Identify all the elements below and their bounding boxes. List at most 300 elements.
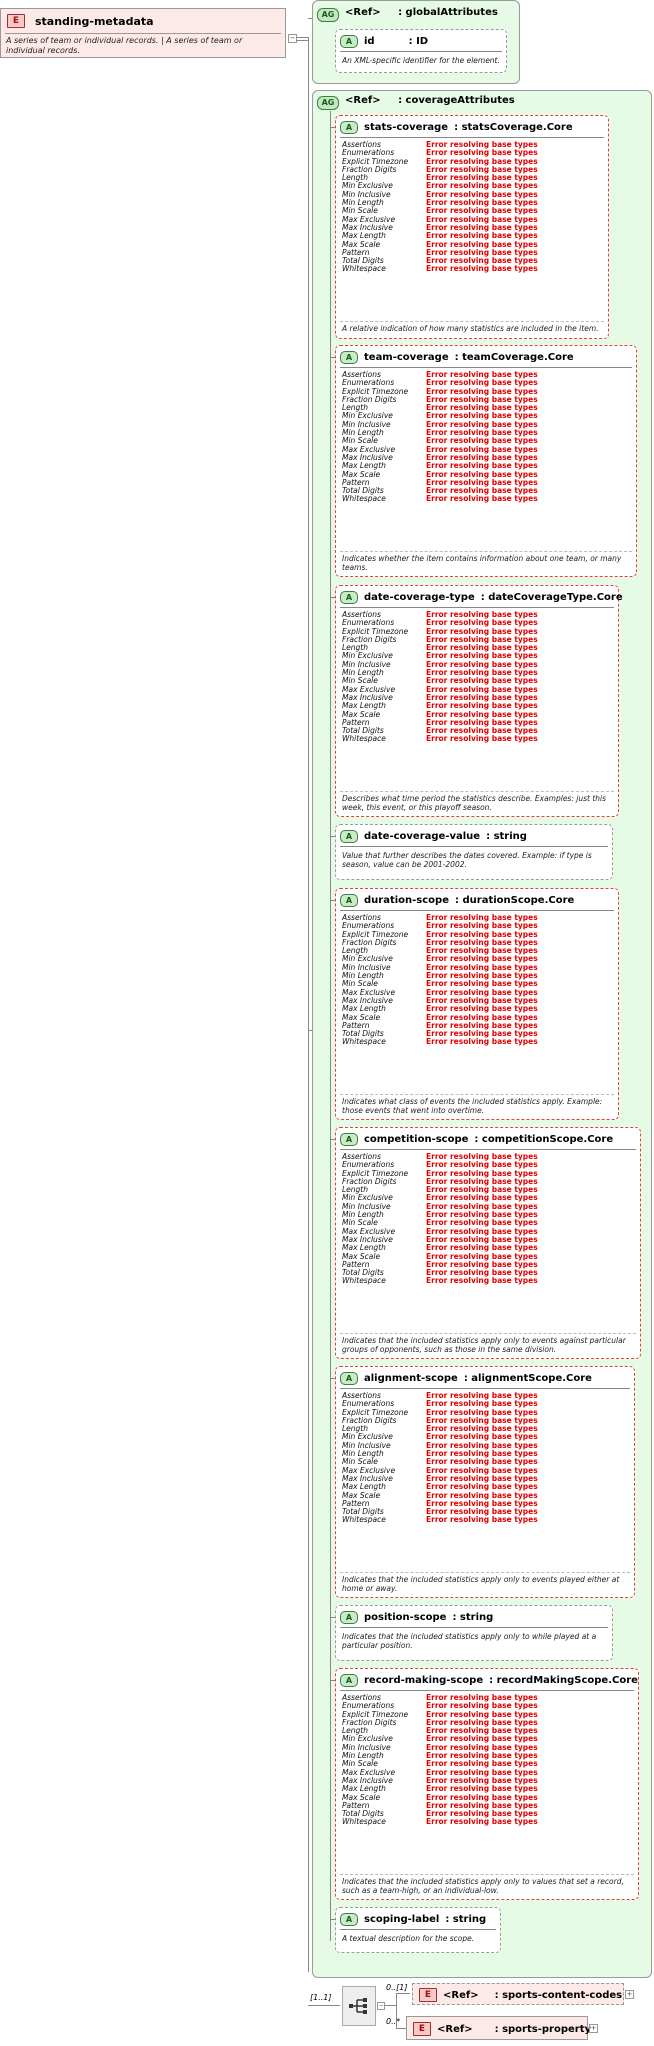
attribute-name: date-coverage-type bbox=[364, 591, 475, 603]
facet-label: Explicit Timezone bbox=[342, 1407, 409, 1417]
facet-label: Min Inclusive bbox=[342, 659, 391, 669]
facet-label: Max Scale bbox=[342, 1490, 381, 1500]
facet-label: Whitespace bbox=[342, 734, 386, 744]
sequence-multiplicity: [1..1] bbox=[310, 1993, 332, 2002]
attribute-name: position-scope bbox=[364, 1611, 447, 1623]
facet-error: Error resolving base types bbox=[426, 684, 538, 694]
facet-label: Min Exclusive bbox=[342, 1734, 393, 1744]
facet-label: Min Scale bbox=[342, 1457, 378, 1467]
facet-label: Fraction Digits bbox=[342, 394, 397, 404]
attribute-type: : dateCoverageType.Core bbox=[480, 591, 623, 603]
attribute-badge-icon: A bbox=[340, 894, 358, 907]
child-multiplicity: 0..* bbox=[386, 2017, 401, 2026]
facet-label: Pattern bbox=[342, 1020, 370, 1030]
attribute-id-box[interactable] bbox=[335, 29, 507, 73]
facet-label: Whitespace bbox=[342, 494, 386, 504]
facet-error: Error resolving base types bbox=[426, 995, 538, 1005]
child-expand-icon[interactable]: + bbox=[590, 2024, 597, 2032]
facet-error: Error resolving base types bbox=[426, 610, 538, 619]
facet-label: Min Inclusive bbox=[342, 1440, 391, 1450]
facet-label: Max Length bbox=[342, 1784, 386, 1794]
global-ref-label: <Ref> bbox=[345, 7, 381, 18]
facet-error: Error resolving base types bbox=[426, 1693, 538, 1702]
attribute-badge-icon: A bbox=[340, 1133, 358, 1146]
facet-label: Total Digits bbox=[342, 1029, 384, 1039]
facet-error: Error resolving base types bbox=[426, 954, 538, 964]
facet-error: Error resolving base types bbox=[426, 264, 538, 274]
facet-label: Total Digits bbox=[342, 486, 384, 496]
facet-error: Error resolving base types bbox=[426, 701, 538, 711]
facet-error: Error resolving base types bbox=[426, 444, 538, 454]
facet-label: Total Digits bbox=[342, 256, 384, 266]
attribute-stats-coverage-box[interactable] bbox=[335, 115, 609, 339]
sequence-expand-icon[interactable]: − bbox=[378, 2002, 384, 2009]
facet-label: Pattern bbox=[342, 1498, 370, 1508]
element-badge-icon: E bbox=[7, 14, 25, 28]
facet-error: Error resolving base types bbox=[426, 1004, 538, 1014]
attribute-badge-icon: A bbox=[340, 121, 358, 134]
attribute-date-coverage-value-box[interactable] bbox=[335, 824, 613, 880]
child-element-sports-property[interactable] bbox=[406, 2016, 591, 2040]
attribute-badge-icon: A bbox=[340, 1611, 358, 1624]
facet-error: Error resolving base types bbox=[426, 239, 538, 249]
facet-error: Error resolving base types bbox=[426, 156, 538, 166]
facet-error: Error resolving base types bbox=[426, 222, 538, 232]
facet-error: Error resolving base types bbox=[426, 921, 538, 931]
child-expand-icon[interactable]: + bbox=[626, 1990, 633, 1998]
facet-label: Min Inclusive bbox=[342, 419, 391, 429]
facet-label: Pattern bbox=[342, 1259, 370, 1269]
facet-table bbox=[342, 914, 538, 1047]
facet-label: Max Inclusive bbox=[342, 1473, 393, 1483]
facet-error: Error resolving base types bbox=[426, 946, 538, 956]
facet-error: Error resolving base types bbox=[426, 370, 538, 379]
facet-label: Max Exclusive bbox=[342, 1767, 396, 1777]
facet-label: Explicit Timezone bbox=[342, 1709, 409, 1719]
facet-label: Max Inclusive bbox=[342, 692, 393, 702]
facet-error: Error resolving base types bbox=[426, 206, 538, 216]
attribute-type: : teamCoverage.Core bbox=[454, 351, 574, 363]
attribute-name: alignment-scope bbox=[364, 1372, 458, 1384]
coverage-ref-label: <Ref> bbox=[345, 95, 381, 106]
child-ref-label: <Ref> bbox=[437, 2023, 473, 2035]
facet-error: Error resolving base types bbox=[426, 1507, 538, 1517]
facet-label: Min Length bbox=[342, 1449, 384, 1459]
facet-error: Error resolving base types bbox=[426, 1440, 538, 1450]
attribute-scoping-label-box[interactable] bbox=[335, 1907, 501, 1953]
facet-label: Max Scale bbox=[342, 469, 381, 479]
global-attributes-group[interactable] bbox=[312, 0, 520, 84]
facet-label: Explicit Timezone bbox=[342, 626, 409, 636]
facet-label: Max Length bbox=[342, 1243, 386, 1253]
facet-error: Error resolving base types bbox=[426, 231, 538, 241]
facet-label: Length bbox=[342, 643, 369, 653]
attribute-badge-icon: A bbox=[340, 591, 358, 604]
attribute-type: : ID bbox=[408, 35, 429, 47]
facet-error: Error resolving base types bbox=[426, 1020, 538, 1030]
facet-error: Error resolving base types bbox=[426, 1424, 538, 1434]
facet-label: Min Exclusive bbox=[342, 411, 393, 421]
attribute-type: : durationScope.Core bbox=[455, 894, 575, 906]
connector-line bbox=[308, 2005, 340, 2006]
facet-label: Min Exclusive bbox=[342, 954, 393, 964]
facet-label: Whitespace bbox=[342, 1515, 386, 1525]
facet-error: Error resolving base types bbox=[426, 1775, 538, 1785]
facet-error: Error resolving base types bbox=[426, 1717, 538, 1727]
facet-label: Max Inclusive bbox=[342, 452, 393, 462]
facet-error: Error resolving base types bbox=[426, 461, 538, 471]
facet-label: Max Exclusive bbox=[342, 214, 396, 224]
facet-table bbox=[342, 1153, 538, 1286]
facet-row bbox=[342, 1277, 538, 1285]
facet-error: Error resolving base types bbox=[426, 1792, 538, 1802]
facet-error: Error resolving base types bbox=[426, 626, 538, 636]
facet-label: Enumerations bbox=[342, 378, 395, 388]
facet-error: Error resolving base types bbox=[426, 1176, 538, 1186]
facet-label: Enumerations bbox=[342, 148, 395, 158]
facet-label: Max Inclusive bbox=[342, 1775, 393, 1785]
facet-label: Assertions bbox=[342, 610, 381, 619]
facet-label: Explicit Timezone bbox=[342, 1168, 409, 1178]
facet-error: Error resolving base types bbox=[426, 676, 538, 686]
facet-label: Min Exclusive bbox=[342, 1193, 393, 1203]
attribute-badge-icon: A bbox=[340, 351, 358, 364]
facet-label: Whitespace bbox=[342, 1037, 386, 1047]
facet-label: Assertions bbox=[342, 1391, 381, 1400]
facet-error: Error resolving base types bbox=[426, 1201, 538, 1211]
facet-error: Error resolving base types bbox=[426, 1465, 538, 1475]
facet-error: Error resolving base types bbox=[426, 1734, 538, 1744]
facet-label: Min Inclusive bbox=[342, 1201, 391, 1211]
facet-error: Error resolving base types bbox=[426, 962, 538, 972]
facet-error: Error resolving base types bbox=[426, 1259, 538, 1269]
facet-error: Error resolving base types bbox=[426, 1391, 538, 1400]
facet-label: Max Length bbox=[342, 231, 386, 241]
facet-table bbox=[342, 371, 538, 504]
sequence-compositor[interactable] bbox=[342, 1986, 376, 2026]
attribute-type: : alignmentScope.Core bbox=[463, 1372, 592, 1384]
facet-label: Enumerations bbox=[342, 1399, 395, 1409]
attribute-name: scoping-label bbox=[364, 1913, 440, 1925]
facet-label: Max Scale bbox=[342, 1792, 381, 1802]
facet-error: Error resolving base types bbox=[426, 692, 538, 702]
facet-label: Min Length bbox=[342, 668, 384, 678]
facet-error: Error resolving base types bbox=[426, 709, 538, 719]
facet-error: Error resolving base types bbox=[426, 971, 538, 981]
facet-error: Error resolving base types bbox=[426, 164, 538, 174]
facet-label: Max Length bbox=[342, 1482, 386, 1492]
facet-error: Error resolving base types bbox=[426, 1226, 538, 1236]
attribute-group-badge-icon: AG bbox=[317, 8, 339, 22]
facet-label: Explicit Timezone bbox=[342, 156, 409, 166]
facet-error: Error resolving base types bbox=[426, 1399, 538, 1409]
root-element-box[interactable] bbox=[0, 8, 286, 58]
facet-label: Max Scale bbox=[342, 709, 381, 719]
facet-error: Error resolving base types bbox=[426, 1152, 538, 1161]
facet-error: Error resolving base types bbox=[426, 1784, 538, 1794]
facet-error: Error resolving base types bbox=[426, 618, 538, 628]
root-element-name: standing-metadata bbox=[35, 14, 154, 28]
attribute-name: id bbox=[364, 35, 375, 47]
connector-line bbox=[296, 40, 308, 41]
facet-label: Min Exclusive bbox=[342, 651, 393, 661]
facet-error: Error resolving base types bbox=[426, 1490, 538, 1500]
attribute-type: : recordMakingScope.Core bbox=[489, 1674, 638, 1686]
attribute-badge-icon: A bbox=[340, 1674, 358, 1687]
facet-error: Error resolving base types bbox=[426, 1751, 538, 1761]
facet-label: Whitespace bbox=[342, 1817, 386, 1827]
facet-error: Error resolving base types bbox=[426, 1759, 538, 1769]
attribute-name: date-coverage-value bbox=[364, 830, 481, 842]
attribute-competition-scope-box[interactable] bbox=[335, 1127, 641, 1359]
attribute-badge-icon: A bbox=[340, 35, 358, 48]
child-element-name: : sports-content-codes bbox=[494, 1989, 623, 2001]
facet-error: Error resolving base types bbox=[426, 1193, 538, 1203]
facet-error: Error resolving base types bbox=[426, 1473, 538, 1483]
facet-label: Explicit Timezone bbox=[342, 386, 409, 396]
connector-line bbox=[396, 2028, 406, 2029]
facet-label: Min Scale bbox=[342, 436, 378, 446]
facet-label: Assertions bbox=[342, 913, 381, 922]
root-element-doc: A series of team or individual records. | A series of team or individual records. bbox=[6, 36, 243, 55]
facet-error: Error resolving base types bbox=[426, 1800, 538, 1810]
attribute-team-coverage-box[interactable] bbox=[335, 345, 637, 577]
facet-label: Length bbox=[342, 1726, 369, 1736]
facet-error: Error resolving base types bbox=[426, 1243, 538, 1253]
facet-label: Total Digits bbox=[342, 1507, 384, 1517]
facet-table bbox=[342, 1392, 538, 1525]
facet-error: Error resolving base types bbox=[426, 1498, 538, 1508]
facet-label: Explicit Timezone bbox=[342, 929, 409, 939]
facet-error: Error resolving base types bbox=[426, 987, 538, 997]
facet-error: Error resolving base types bbox=[426, 1029, 538, 1039]
facet-error: Error resolving base types bbox=[426, 1210, 538, 1220]
attribute-doc: Indicates that the included statistics apply only to values that set a record, such as a team-high, or an individual-low. bbox=[342, 1877, 624, 1895]
facet-error: Error resolving base types bbox=[426, 659, 538, 669]
facet-label: Pattern bbox=[342, 1800, 370, 1810]
facet-error: Error resolving base types bbox=[426, 394, 538, 404]
attribute-name: competition-scope bbox=[364, 1133, 469, 1145]
facet-error: Error resolving base types bbox=[426, 1234, 538, 1244]
facet-label: Max Exclusive bbox=[342, 1226, 396, 1236]
facet-label: Enumerations bbox=[342, 1160, 395, 1170]
attribute-position-scope-box[interactable] bbox=[335, 1605, 613, 1661]
attribute-record-making-scope-box[interactable] bbox=[335, 1668, 639, 1900]
attribute-type: : string bbox=[452, 1611, 494, 1623]
facet-error: Error resolving base types bbox=[426, 1701, 538, 1711]
attribute-alignment-scope-box[interactable] bbox=[335, 1366, 635, 1598]
facet-error: Error resolving base types bbox=[426, 181, 538, 191]
child-multiplicity: 0..[1] bbox=[386, 1983, 408, 1992]
facet-label: Max Exclusive bbox=[342, 1465, 396, 1475]
attribute-doc: Indicates whether the item contains information about one team, or many teams. bbox=[342, 554, 622, 572]
facet-label: Length bbox=[342, 1185, 369, 1195]
facet-error: Error resolving base types bbox=[426, 1012, 538, 1022]
attribute-badge-icon: A bbox=[340, 830, 358, 843]
connector-line bbox=[296, 37, 308, 38]
attribute-name: stats-coverage bbox=[364, 121, 449, 133]
facet-label: Fraction Digits bbox=[342, 164, 397, 174]
facet-table bbox=[342, 141, 538, 274]
facet-error: Error resolving base types bbox=[426, 1185, 538, 1195]
attribute-group-badge-icon: AG bbox=[317, 96, 339, 110]
facet-label: Min Scale bbox=[342, 1759, 378, 1769]
connector-line bbox=[384, 2005, 396, 2006]
facet-error: Error resolving base types bbox=[426, 428, 538, 438]
facet-label: Max Scale bbox=[342, 1012, 381, 1022]
facet-label: Min Scale bbox=[342, 676, 378, 686]
facet-error: Error resolving base types bbox=[426, 1449, 538, 1459]
facet-error: Error resolving base types bbox=[426, 668, 538, 678]
facet-error: Error resolving base types bbox=[426, 419, 538, 429]
facet-label: Min Inclusive bbox=[342, 962, 391, 972]
facet-error: Error resolving base types bbox=[426, 726, 538, 736]
facet-label: Length bbox=[342, 946, 369, 956]
facet-error: Error resolving base types bbox=[426, 929, 538, 939]
attribute-doc: Indicates that the included statistics apply only to events against particular groups of opponents, such as those in the same division. bbox=[342, 1336, 626, 1354]
attribute-name: duration-scope bbox=[364, 894, 449, 906]
facet-label: Min Inclusive bbox=[342, 1742, 391, 1752]
facet-label: Assertions bbox=[342, 140, 381, 149]
attribute-duration-scope-box[interactable] bbox=[335, 888, 619, 1120]
element-badge-icon: E bbox=[419, 1988, 437, 2002]
facet-label: Pattern bbox=[342, 477, 370, 487]
facet-label: Enumerations bbox=[342, 1701, 395, 1711]
facet-error: Error resolving base types bbox=[426, 1168, 538, 1178]
connector-line bbox=[308, 37, 309, 1972]
facet-error: Error resolving base types bbox=[426, 403, 538, 413]
facet-label: Enumerations bbox=[342, 618, 395, 628]
facet-error: Error resolving base types bbox=[426, 436, 538, 446]
facet-error: Error resolving base types bbox=[426, 247, 538, 257]
facet-error: Error resolving base types bbox=[426, 913, 538, 922]
facet-label: Fraction Digits bbox=[342, 634, 397, 644]
facet-label: Total Digits bbox=[342, 1809, 384, 1819]
facet-label: Min Scale bbox=[342, 1218, 378, 1228]
attribute-doc: An XML-specific identifier for the element. bbox=[342, 56, 500, 65]
facet-error: Error resolving base types bbox=[426, 198, 538, 208]
facet-label: Min Length bbox=[342, 1751, 384, 1761]
connector-line bbox=[330, 111, 331, 1941]
facet-error: Error resolving base types bbox=[426, 1709, 538, 1719]
facet-error: Error resolving base types bbox=[426, 173, 538, 183]
child-element-sports-content-codes[interactable] bbox=[412, 1983, 624, 2005]
facet-label: Min Inclusive bbox=[342, 189, 391, 199]
facet-label: Max Inclusive bbox=[342, 222, 393, 232]
coverage-attributes-group[interactable] bbox=[312, 90, 652, 1978]
attribute-badge-icon: A bbox=[340, 1372, 358, 1385]
facet-error: Error resolving base types bbox=[426, 1809, 538, 1819]
facet-error: Error resolving base types bbox=[426, 1407, 538, 1417]
facet-error: Error resolving base types bbox=[426, 386, 538, 396]
facet-error: Error resolving base types bbox=[426, 1742, 538, 1752]
facet-error: Error resolving base types bbox=[426, 140, 538, 149]
facet-error: Error resolving base types bbox=[426, 411, 538, 421]
facet-row bbox=[342, 265, 538, 273]
facet-error: Error resolving base types bbox=[426, 979, 538, 989]
facet-row bbox=[342, 1038, 538, 1046]
facet-label: Assertions bbox=[342, 370, 381, 379]
facet-error: Error resolving base types bbox=[426, 1457, 538, 1467]
attribute-doc: Value that further describes the dates covered. Example: if type is season, value can be 2001-2002. bbox=[342, 851, 592, 869]
facet-label: Min Scale bbox=[342, 979, 378, 989]
facet-table bbox=[342, 1694, 538, 1827]
attribute-badge-icon: A bbox=[340, 1913, 358, 1926]
facet-error: Error resolving base types bbox=[426, 1726, 538, 1736]
facet-error: Error resolving base types bbox=[426, 1767, 538, 1777]
facet-label: Fraction Digits bbox=[342, 937, 397, 947]
sequence-icon bbox=[343, 1987, 375, 2025]
facet-error: Error resolving base types bbox=[426, 1515, 538, 1525]
global-group-name: : globalAttributes bbox=[398, 7, 498, 18]
facet-error: Error resolving base types bbox=[426, 1415, 538, 1425]
facet-error: Error resolving base types bbox=[426, 651, 538, 661]
facet-label: Length bbox=[342, 403, 369, 413]
attribute-name: team-coverage bbox=[364, 351, 449, 363]
facet-error: Error resolving base types bbox=[426, 1218, 538, 1228]
facet-error: Error resolving base types bbox=[426, 1432, 538, 1442]
facet-label: Whitespace bbox=[342, 1276, 386, 1286]
facet-label: Max Inclusive bbox=[342, 995, 393, 1005]
facet-label: Total Digits bbox=[342, 1268, 384, 1278]
facet-error: Error resolving base types bbox=[426, 1276, 538, 1286]
facet-label: Assertions bbox=[342, 1152, 381, 1161]
facet-error: Error resolving base types bbox=[426, 189, 538, 199]
element-badge-icon: E bbox=[413, 2022, 431, 2036]
facet-error: Error resolving base types bbox=[426, 1268, 538, 1278]
attribute-doc: Indicates what class of events the included statistics apply. Example: those events that went into overtime. bbox=[342, 1097, 603, 1115]
facet-error: Error resolving base types bbox=[426, 634, 538, 644]
facet-error: Error resolving base types bbox=[426, 1817, 538, 1827]
facet-label: Max Scale bbox=[342, 1251, 381, 1261]
facet-error: Error resolving base types bbox=[426, 937, 538, 947]
facet-error: Error resolving base types bbox=[426, 452, 538, 462]
attribute-doc: A textual description for the scope. bbox=[342, 1934, 475, 1943]
facet-label: Enumerations bbox=[342, 921, 395, 931]
facet-label: Max Scale bbox=[342, 239, 381, 249]
coverage-group-name: : coverageAttributes bbox=[398, 95, 515, 106]
facet-error: Error resolving base types bbox=[426, 717, 538, 727]
root-expand-icon[interactable]: − bbox=[289, 34, 296, 42]
facet-label: Min Exclusive bbox=[342, 1432, 393, 1442]
facet-label: Length bbox=[342, 173, 369, 183]
facet-label: Total Digits bbox=[342, 726, 384, 736]
attribute-doc: Describes what time period the statistics describe. Examples: just this week, this event, or this playoff season. bbox=[342, 794, 607, 812]
facet-error: Error resolving base types bbox=[426, 1482, 538, 1492]
facet-label: Min Length bbox=[342, 428, 384, 438]
facet-label: Min Exclusive bbox=[342, 181, 393, 191]
facet-error: Error resolving base types bbox=[426, 494, 538, 504]
facet-error: Error resolving base types bbox=[426, 469, 538, 479]
facet-label: Max Length bbox=[342, 1004, 386, 1014]
attribute-type: : string bbox=[445, 1913, 487, 1925]
facet-label: Max Length bbox=[342, 701, 386, 711]
facet-label: Max Exclusive bbox=[342, 987, 396, 997]
facet-label: Max Length bbox=[342, 461, 386, 471]
facet-label: Min Length bbox=[342, 1210, 384, 1220]
child-ref-label: <Ref> bbox=[443, 1989, 479, 2001]
facet-error: Error resolving base types bbox=[426, 486, 538, 496]
facet-label: Max Exclusive bbox=[342, 684, 396, 694]
attribute-doc: A relative indication of how many statistics are included in the item. bbox=[342, 324, 599, 333]
facet-label: Fraction Digits bbox=[342, 1415, 397, 1425]
facet-label: Max Exclusive bbox=[342, 444, 396, 454]
facet-label: Min Length bbox=[342, 971, 384, 981]
facet-error: Error resolving base types bbox=[426, 148, 538, 158]
facet-label: Assertions bbox=[342, 1693, 381, 1702]
attribute-date-coverage-type-box[interactable] bbox=[335, 585, 623, 817]
attribute-name: record-making-scope bbox=[364, 1674, 484, 1686]
